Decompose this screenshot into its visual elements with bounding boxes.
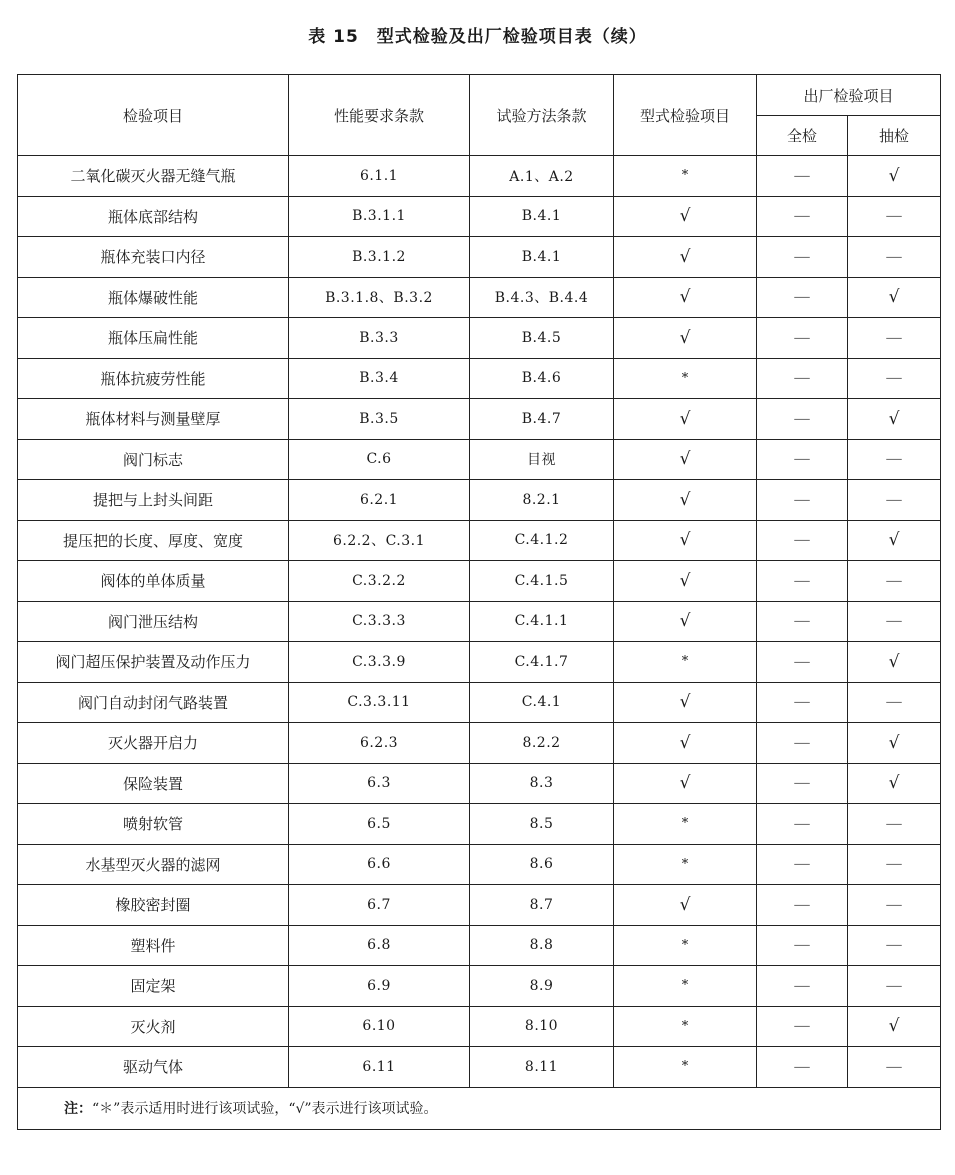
requirement-cell: B.3.5 xyxy=(289,399,470,440)
type-test-mark: √ xyxy=(614,885,757,926)
item-cell: 阀体的单体质量 xyxy=(18,561,289,602)
type-test-mark: √ xyxy=(614,480,757,521)
requirement-cell: 6.2.3 xyxy=(289,723,470,764)
method-cell: A.1、A.2 xyxy=(470,156,614,197)
requirement-cell: C.3.3.3 xyxy=(289,601,470,642)
full-inspection-mark: — xyxy=(757,682,848,723)
header-requirement-clause: 性能要求条款 xyxy=(289,75,470,156)
item-cell: 阀门自动封闭气路装置 xyxy=(18,682,289,723)
table-row xyxy=(18,925,941,966)
note-text: “＊”表示适用时进行该项试验，“√”表示进行该项试验。 xyxy=(92,1101,438,1117)
table-header xyxy=(18,75,941,156)
requirement-cell: 6.6 xyxy=(289,844,470,885)
type-test-mark: √ xyxy=(614,399,757,440)
method-cell: 8.9 xyxy=(470,966,614,1007)
full-inspection-mark: — xyxy=(757,196,848,237)
note-label: 注： xyxy=(64,1101,92,1117)
method-cell: B.4.1 xyxy=(470,196,614,237)
full-inspection-mark: — xyxy=(757,318,848,359)
item-cell: 瓶体充装口内径 xyxy=(18,237,289,278)
table-row xyxy=(18,480,941,521)
table-row xyxy=(18,601,941,642)
full-inspection-mark: — xyxy=(757,399,848,440)
full-inspection-mark: — xyxy=(757,763,848,804)
item-cell: 水基型灭火器的滤网 xyxy=(18,844,289,885)
method-cell: B.4.3、B.4.4 xyxy=(470,277,614,318)
full-inspection-mark: — xyxy=(757,561,848,602)
requirement-cell: 6.3 xyxy=(289,763,470,804)
item-cell: 阀门标志 xyxy=(18,439,289,480)
type-test-mark: √ xyxy=(614,439,757,480)
full-inspection-mark: — xyxy=(757,480,848,521)
sample-inspection-mark: √ xyxy=(848,1006,941,1047)
method-cell: B.4.7 xyxy=(470,399,614,440)
sample-inspection-mark: — xyxy=(848,804,941,845)
sample-inspection-mark: — xyxy=(848,196,941,237)
method-cell: B.4.1 xyxy=(470,237,614,278)
table-title: 表 15 型式检验及出厂检验项目表（续） xyxy=(308,27,647,47)
table-row xyxy=(18,1006,941,1047)
table-body xyxy=(18,156,941,1088)
type-test-mark: * xyxy=(614,804,757,845)
type-test-mark: √ xyxy=(614,237,757,278)
item-cell: 提压把的长度、厚度、宽度 xyxy=(18,520,289,561)
item-cell: 保险装置 xyxy=(18,763,289,804)
item-cell: 灭火器开启力 xyxy=(18,723,289,764)
full-inspection-mark: — xyxy=(757,966,848,1007)
requirement-cell: 6.10 xyxy=(289,1006,470,1047)
table-row xyxy=(18,277,941,318)
sample-inspection-mark: √ xyxy=(848,520,941,561)
sample-inspection-mark: — xyxy=(848,237,941,278)
full-inspection-mark: — xyxy=(757,439,848,480)
header-method-clause: 试验方法条款 xyxy=(470,75,614,156)
item-cell: 瓶体爆破性能 xyxy=(18,277,289,318)
sample-inspection-mark: — xyxy=(848,966,941,1007)
item-cell: 阀门泄压结构 xyxy=(18,601,289,642)
sample-inspection-mark: — xyxy=(848,358,941,399)
type-test-mark: * xyxy=(614,1006,757,1047)
sample-inspection-mark: — xyxy=(848,925,941,966)
sample-inspection-mark: — xyxy=(848,682,941,723)
sample-inspection-mark: √ xyxy=(848,763,941,804)
table-row xyxy=(18,196,941,237)
type-test-mark: √ xyxy=(614,682,757,723)
full-inspection-mark: — xyxy=(757,601,848,642)
table-row xyxy=(18,520,941,561)
full-inspection-mark: — xyxy=(757,925,848,966)
header-item: 检验项目 xyxy=(18,75,289,156)
method-cell: B.4.5 xyxy=(470,318,614,359)
requirement-cell: B.3.4 xyxy=(289,358,470,399)
requirement-cell: 6.9 xyxy=(289,966,470,1007)
sample-inspection-mark: √ xyxy=(848,277,941,318)
requirement-cell: C.6 xyxy=(289,439,470,480)
sample-inspection-mark: √ xyxy=(848,642,941,683)
table-row xyxy=(18,804,941,845)
requirement-cell: C.3.3.11 xyxy=(289,682,470,723)
table-row xyxy=(18,439,941,480)
method-cell: 8.6 xyxy=(470,844,614,885)
sample-inspection-mark: — xyxy=(848,601,941,642)
type-test-mark: * xyxy=(614,966,757,1007)
table-row xyxy=(18,237,941,278)
requirement-cell: 6.1.1 xyxy=(289,156,470,197)
table-row xyxy=(18,399,941,440)
sample-inspection-mark: — xyxy=(848,1047,941,1088)
header-type-test: 型式检验项目 xyxy=(614,75,757,156)
requirement-cell: B.3.3 xyxy=(289,318,470,359)
method-cell: C.4.1.2 xyxy=(470,520,614,561)
table-row xyxy=(18,844,941,885)
method-cell: 8.7 xyxy=(470,885,614,926)
requirement-cell: B.3.1.1 xyxy=(289,196,470,237)
inspection-items-table xyxy=(17,74,941,1130)
method-cell: 8.3 xyxy=(470,763,614,804)
item-cell: 灭火剂 xyxy=(18,1006,289,1047)
sample-inspection-mark: √ xyxy=(848,156,941,197)
type-test-mark: * xyxy=(614,156,757,197)
requirement-cell: C.3.2.2 xyxy=(289,561,470,602)
type-test-mark: √ xyxy=(614,601,757,642)
item-cell: 喷射软管 xyxy=(18,804,289,845)
header-row-1 xyxy=(18,75,941,116)
full-inspection-mark: — xyxy=(757,642,848,683)
method-cell: 8.2.1 xyxy=(470,480,614,521)
item-cell: 二氧化碳灭火器无缝气瓶 xyxy=(18,156,289,197)
note-cell xyxy=(18,1087,941,1129)
table-row xyxy=(18,966,941,1007)
sample-inspection-mark: — xyxy=(848,480,941,521)
type-test-mark: * xyxy=(614,844,757,885)
method-cell: 目视 xyxy=(470,439,614,480)
type-test-mark: √ xyxy=(614,196,757,237)
item-cell: 瓶体底部结构 xyxy=(18,196,289,237)
table-row xyxy=(18,642,941,683)
type-test-mark: * xyxy=(614,1047,757,1088)
item-cell: 阀门超压保护装置及动作压力 xyxy=(18,642,289,683)
requirement-cell: 6.11 xyxy=(289,1047,470,1088)
item-cell: 橡胶密封圈 xyxy=(18,885,289,926)
method-cell: 8.2.2 xyxy=(470,723,614,764)
sample-inspection-mark: — xyxy=(848,885,941,926)
requirement-cell: C.3.3.9 xyxy=(289,642,470,683)
full-inspection-mark: — xyxy=(757,277,848,318)
type-test-mark: * xyxy=(614,925,757,966)
table-footer xyxy=(18,1087,941,1129)
item-cell: 固定架 xyxy=(18,966,289,1007)
method-cell: 8.5 xyxy=(470,804,614,845)
table-row xyxy=(18,358,941,399)
type-test-mark: * xyxy=(614,642,757,683)
requirement-cell: 6.8 xyxy=(289,925,470,966)
table-row xyxy=(18,156,941,197)
type-test-mark: * xyxy=(614,358,757,399)
full-inspection-mark: — xyxy=(757,520,848,561)
header-factory-test: 出厂检验项目 xyxy=(757,75,941,116)
sample-inspection-mark: — xyxy=(848,318,941,359)
item-cell: 提把与上封头间距 xyxy=(18,480,289,521)
type-test-mark: √ xyxy=(614,561,757,602)
type-test-mark: √ xyxy=(614,318,757,359)
requirement-cell: 6.7 xyxy=(289,885,470,926)
method-cell: C.4.1.1 xyxy=(470,601,614,642)
inspection-table-container xyxy=(17,74,940,1130)
method-cell: B.4.6 xyxy=(470,358,614,399)
sample-inspection-mark: — xyxy=(848,844,941,885)
table-row xyxy=(18,682,941,723)
full-inspection-mark: — xyxy=(757,804,848,845)
table-row xyxy=(18,885,941,926)
full-inspection-mark: — xyxy=(757,358,848,399)
requirement-cell: B.3.1.2 xyxy=(289,237,470,278)
item-cell: 瓶体抗疲劳性能 xyxy=(18,358,289,399)
sample-inspection-mark: √ xyxy=(848,723,941,764)
table-row xyxy=(18,318,941,359)
type-test-mark: √ xyxy=(614,723,757,764)
item-cell: 瓶体材料与测量壁厚 xyxy=(18,399,289,440)
item-cell: 塑料件 xyxy=(18,925,289,966)
requirement-cell: 6.2.1 xyxy=(289,480,470,521)
requirement-cell: 6.5 xyxy=(289,804,470,845)
full-inspection-mark: — xyxy=(757,237,848,278)
note-row xyxy=(18,1087,941,1129)
requirement-cell: 6.2.2、C.3.1 xyxy=(289,520,470,561)
sample-inspection-mark: — xyxy=(848,439,941,480)
requirement-cell: B.3.1.8、B.3.2 xyxy=(289,277,470,318)
type-test-mark: √ xyxy=(614,520,757,561)
table-row xyxy=(18,763,941,804)
item-cell: 驱动气体 xyxy=(18,1047,289,1088)
header-full-inspection: 全检 xyxy=(757,116,848,156)
method-cell: 8.11 xyxy=(470,1047,614,1088)
full-inspection-mark: — xyxy=(757,1006,848,1047)
table-row xyxy=(18,561,941,602)
method-cell: C.4.1.5 xyxy=(470,561,614,602)
type-test-mark: √ xyxy=(614,763,757,804)
full-inspection-mark: — xyxy=(757,885,848,926)
method-cell: 8.10 xyxy=(470,1006,614,1047)
item-cell: 瓶体压扁性能 xyxy=(18,318,289,359)
table-row xyxy=(18,1047,941,1088)
method-cell: 8.8 xyxy=(470,925,614,966)
sample-inspection-mark: √ xyxy=(848,399,941,440)
full-inspection-mark: — xyxy=(757,1047,848,1088)
full-inspection-mark: — xyxy=(757,156,848,197)
method-cell: C.4.1 xyxy=(470,682,614,723)
table-row xyxy=(18,723,941,764)
sample-inspection-mark: — xyxy=(848,561,941,602)
full-inspection-mark: — xyxy=(757,723,848,764)
header-sample-inspection: 抽检 xyxy=(848,116,941,156)
method-cell: C.4.1.7 xyxy=(470,642,614,683)
type-test-mark: √ xyxy=(614,277,757,318)
full-inspection-mark: — xyxy=(757,844,848,885)
